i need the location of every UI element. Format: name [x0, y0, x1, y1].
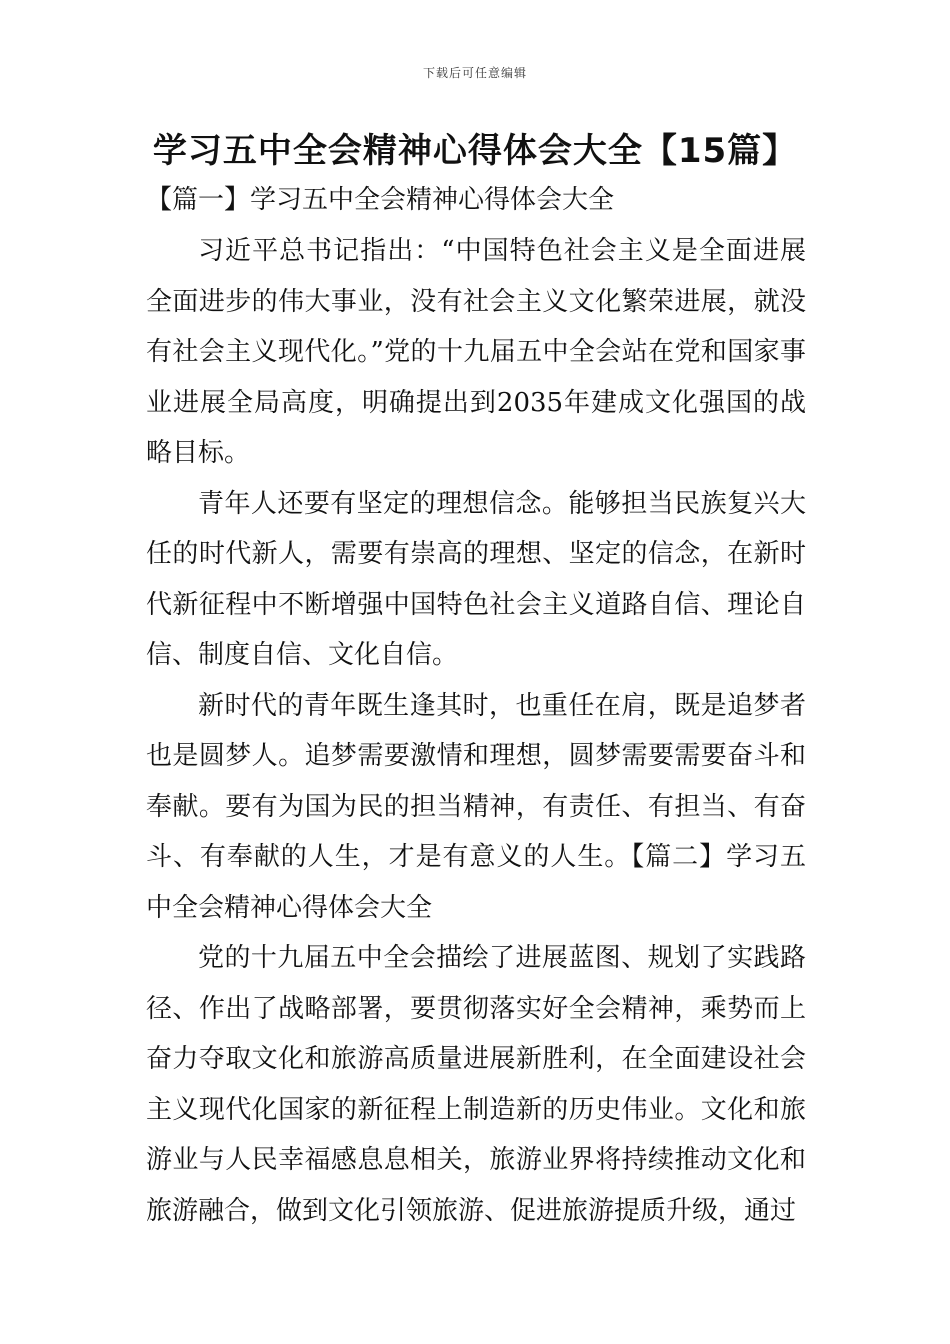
document-body [146, 226, 806, 1236]
paragraph: 习近平总书记指出：“中国特色社会主义是全面进展全面进步的伟大事业，没有社会主义文化繁荣进展，就没有社会主义现代化。”党的十九届五中全会站在党和国家事业进展全局高度，明确提出到2035年建成文化强国的战略目标。 [146, 236, 806, 468]
page-header-note: 下载后可任意编辑 [422, 66, 527, 80]
paragraph: 新时代的青年既生逢其时，也重任在肩，既是追梦者也是圆梦人。追梦需要激情和理想，圆梦需要需要奋斗和奉献。要有为国为民的担当精神，有责任、有担当、有奋斗、有奉献的人生，才是有意义的人生。【篇二】学习五中全会精神心得体会大全 [146, 690, 806, 923]
document-title: 学习五中全会精神心得体会大全【15篇】 [152, 131, 798, 171]
section-heading: 【篇一】学习五中全会精神心得体会大全 [146, 185, 615, 215]
paragraph: 党的十九届五中全会描绘了进展蓝图、规划了实践路径、作出了战略部署，要贯彻落实好全会精神，乘势而上奋力夺取文化和旅游高质量进展新胜利，在全面建设社会主义现代化国家的新征程上制造新的历史伟业。文化和旅游业与人民幸福感息息相关，旅游业界将持续推动文化和旅游融合，做到文化引领旅游、促进旅游提质升级，通过 [146, 943, 806, 1226]
paragraph: 青年人还要有坚定的理想信念。能够担当民族复兴大任的时代新人，需要有崇高的理想、坚定的信念，在新时代新征程中不断增强中国特色社会主义道路自信、理论自信、制度自信、文化自信。 [146, 488, 806, 670]
